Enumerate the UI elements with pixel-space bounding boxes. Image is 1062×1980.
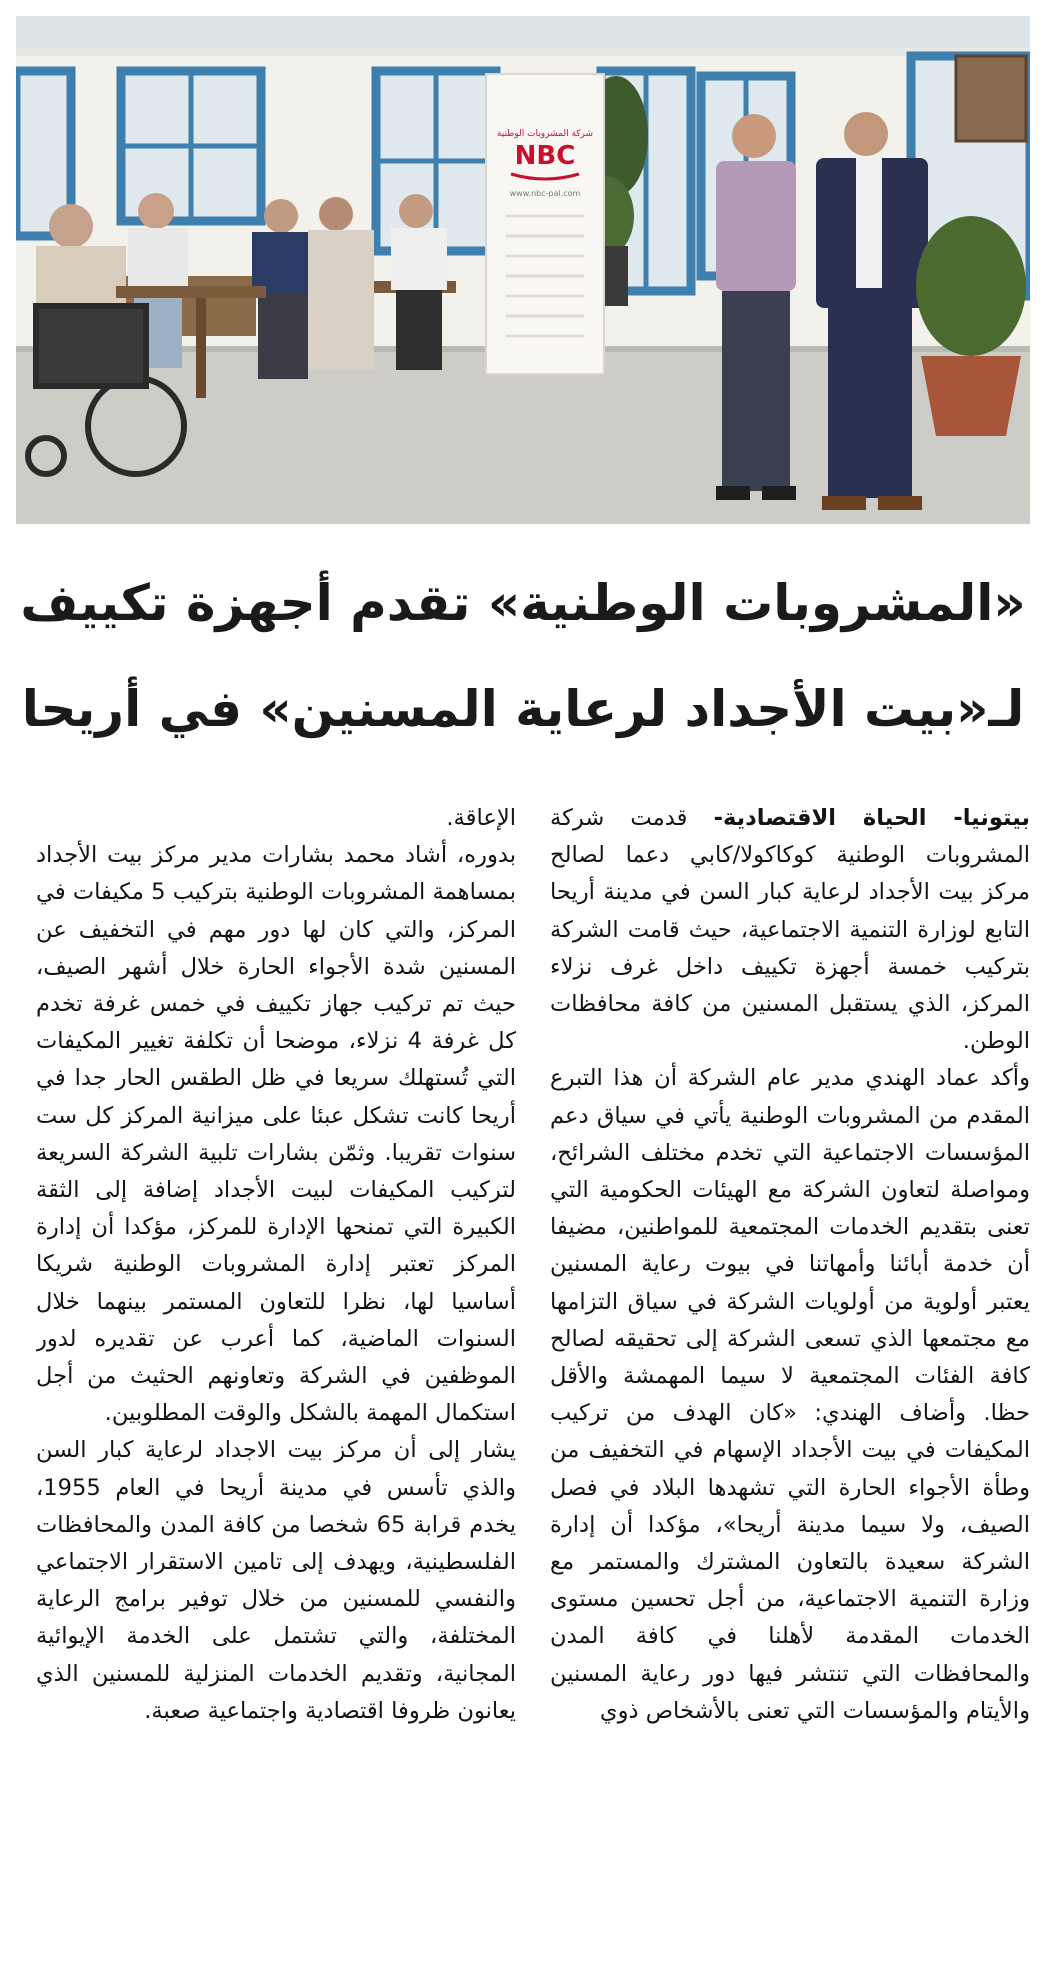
article-body: [16, 800, 1030, 1970]
article-column-right: [550, 800, 1030, 1968]
banner-company-text: شركة المشروبات الوطنية: [496, 129, 594, 139]
dateline: بيتونيا- الحياة الاقتصادية-: [713, 805, 1030, 831]
headline: [16, 550, 1030, 762]
banner-url-text: www.nbc-pal.com: [509, 189, 581, 198]
article-paragraph: الإعاقة.: [446, 805, 516, 831]
article-photo: [16, 16, 1030, 524]
article-paragraph: [550, 800, 1030, 1060]
plant-right: [916, 216, 1026, 436]
article-column-left: [36, 800, 516, 1968]
article-paragraph: بدوره، أشاد محمد بشارات مدير مركز بيت الأجداد بمساهمة المشروبات الوطنية بتركيب 5 مكيفات في المركز، والتي كان لها دور مهم في التخفيف عن المسنين شدة الأجواء الحارة خلال أشهر الصيف، حيث تم تركيب جهاز تكييف في خمس غرفة تخدم كل غرفة 4 نزلاء، موضحا أن تكلفة تغيير المكيفات التي تُستهلك سريعا في ظل الطقس الحار جدا في أريحا كانت تشكل عبئا على ميزانية المركز كل ست سنوات تقريبا. وثمّن بشارات تلبية الشركة السريعة لتركيب المكيفات لبيت الأجداد إضافة إلى الثقة الكبيرة التي تمنحها الإدارة للمركز، مؤكدا أن إدارة المركز تعتبر إدارة المشروبات الوطنية شريكا أساسيا لها، نظرا للتعاون المستمر بينهما خلال السنوات الماضية، كما أعرب عن تقديره لدور الموظفين في الشركة وتعاونهم الحثيث من أجل استكمال المهمة بالشكل والوقت المطلوبين.: [36, 842, 516, 1427]
photo-illustration: [16, 16, 1030, 524]
article-paragraph: وأكد عماد الهندي مدير عام الشركة أن هذا التبرع المقدم من المشروبات الوطنية يأتي في سياق دعم المؤسسات الاجتماعية التي تخدم مختلف الشرائح، ومواصلة لتعاون الشركة مع الهيئات الحكومية التي تعنى بتقديم الخدمات المجتمعية للمواطنين، مضيفا أن خدمة أبائنا وأمهاتنا في بيوت رعاية المسنين يعتبر أولوية من أولويات الشركة في سياق التزامها مع مجتمعها الذي تسعى الشركة إلى تحقيقه لصالح كافة الفئات المجتمعية لا سيما المهمشة والأقل حظا. وأضاف الهندي: «كان الهدف من تركيب المكيفات في بيت الأجداد الإسهام في التخفيف من وطأة الأجواء الحارة التي تشهدها البلاد في فصل الصيف، ولا سيما مدينة أريحا»، مؤكدا أن إدارة الشركة سعيدة بالتعاون المشترك والمستمر مع وزارة التنمية الاجتماعية، من أجل تحسين مستوى الخدمات المقدمة لأهلنا في كافة المدن والمحافظات التي تنتشر فيها دور رعاية المسنين والأيتام والمؤسسات التي تعنى بالأشخاص ذوي: [550, 1065, 1030, 1724]
headline-line-2: لـ«بيت الأجداد لرعاية المسنين» في أريحا: [21, 680, 1025, 738]
banner-logo-text: NBC: [514, 141, 576, 171]
paragraph-text: قدمت شركة المشروبات الوطنية كوكاكولا/كابي دعما لصالح مركز بيت الأجداد لرعاية كبار السن في مدينة أريحا التابع لوزارة التنمية الاجتماعية، حيث قامت الشركة بتركيب خمسة أجهزة تكييف داخل غرف نزلاء المركز، الذي يستقبل المسنين من كافة محافظات الوطن.: [550, 805, 1030, 1055]
nbc-banner: [486, 74, 604, 374]
headline-line-1: «المشروبات الوطنية» تقدم أجهزة تكييف: [20, 574, 1026, 632]
article-paragraph: يشار إلى أن مركز بيت الاجداد لرعاية كبار السن والذي تأسس في مدينة أريحا في العام 1955، يخدم قرابة 65 شخصا من كافة المدن والمحافظات الفلسطينية، ويهدف إلى تامين الاستقرار الاجتماعي والنفسي للمسنين من خلال توفير برامج الرعاية المختلفة، والتي تشتمل على الخدمة الإيوائية المجانية، وتقديم الخدمات المنزلية للمسنين الذي يعانون ظروفا اقتصادية واجتماعية صعبة.: [36, 1437, 516, 1724]
